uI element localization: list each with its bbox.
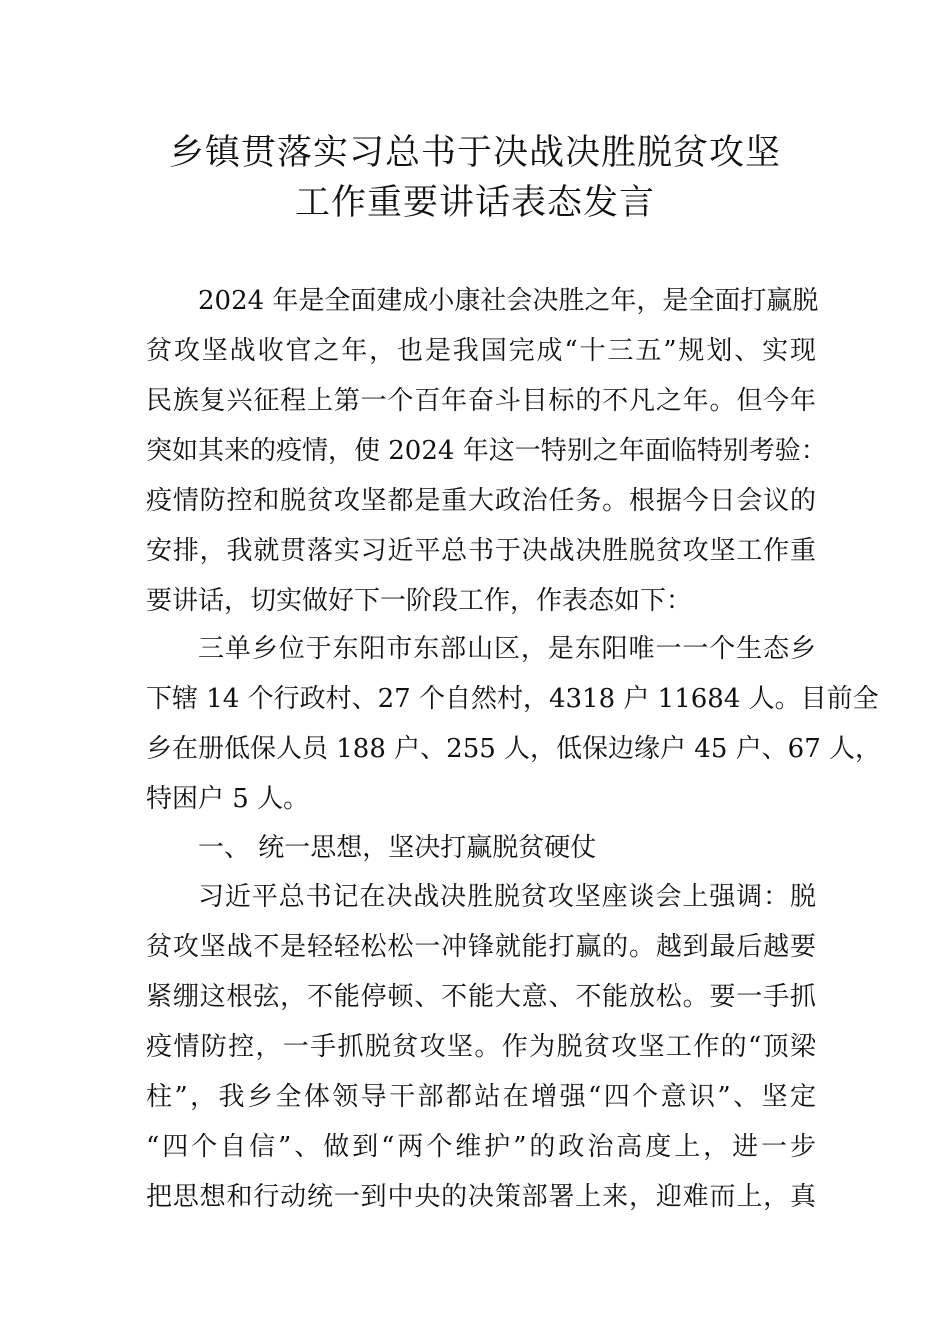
paragraph-line: 安排，我就贯落实习近平总书于决战决胜脱贫攻坚工作重 [146, 536, 816, 566]
document-title-line-1: 乡镇贯落实习总书于决战决胜脱贫攻坚 [168, 133, 781, 173]
paragraph-line: 要讲话，切实做好下一阶段工作，作表态如下： [146, 586, 693, 616]
paragraph-line: 疫情防控和脱贫攻坚都是重大政治任务。根据今日会议的 [146, 486, 816, 516]
paragraph-line: 疫情防控，一手抓脱贫攻坚。作为脱贫攻坚工作的“顶梁 [146, 1032, 816, 1062]
paragraph-line: 把思想和行动统一到中央的决策部署上来，迎难而上，真 [146, 1182, 816, 1212]
paragraph-line: 三单乡位于东阳市东部山区，是东阳唯一一个生态乡 [198, 634, 816, 664]
paragraph-line: 柱”，我乡全体领导干部都站在增强“四个意识”、坚定 [146, 1082, 816, 1112]
section-heading: 一、 统一思想，坚决打赢脱贫硬仗 [198, 833, 597, 863]
paragraph-line: 紧绷这根弦，不能停顿、不能大意、不能放松。要一手抓 [146, 982, 816, 1012]
paragraph-line: 2024 年是全面建成小康社会决胜之年，是全面打赢脱 [198, 286, 819, 316]
paragraph-line: 突如其来的疫情，使 2024 年这一特别之年面临特别考验： [146, 436, 827, 466]
paragraph-line: 贫攻坚战不是轻轻松松一冲锋就能打赢的。越到最后越要 [146, 932, 816, 962]
document-title-line-2: 工作重要讲话表态发言 [294, 183, 655, 223]
paragraph-line: 乡在册低保人员 188 户、255 人，低保边缘户 45 户、67 人， [146, 734, 882, 764]
paragraph-line: 民族复兴征程上第一个百年奋斗目标的不凡之年。但今年 [146, 386, 816, 416]
paragraph-line: 贫攻坚战收官之年，也是我国完成“十三五”规划、实现 [146, 336, 816, 366]
paragraph-line: 习近平总书记在决战决胜脱贫攻坚座谈会上强调：脱 [198, 882, 816, 912]
paragraph-line: 特困户 5 人。 [146, 784, 310, 814]
paragraph-line: 下辖 14 个行政村、27 个自然村，4318 户 11684 人。目前全 [146, 684, 879, 714]
paragraph-line: “四个自信”、做到“两个维护”的政治高度上，进一步 [146, 1132, 816, 1162]
